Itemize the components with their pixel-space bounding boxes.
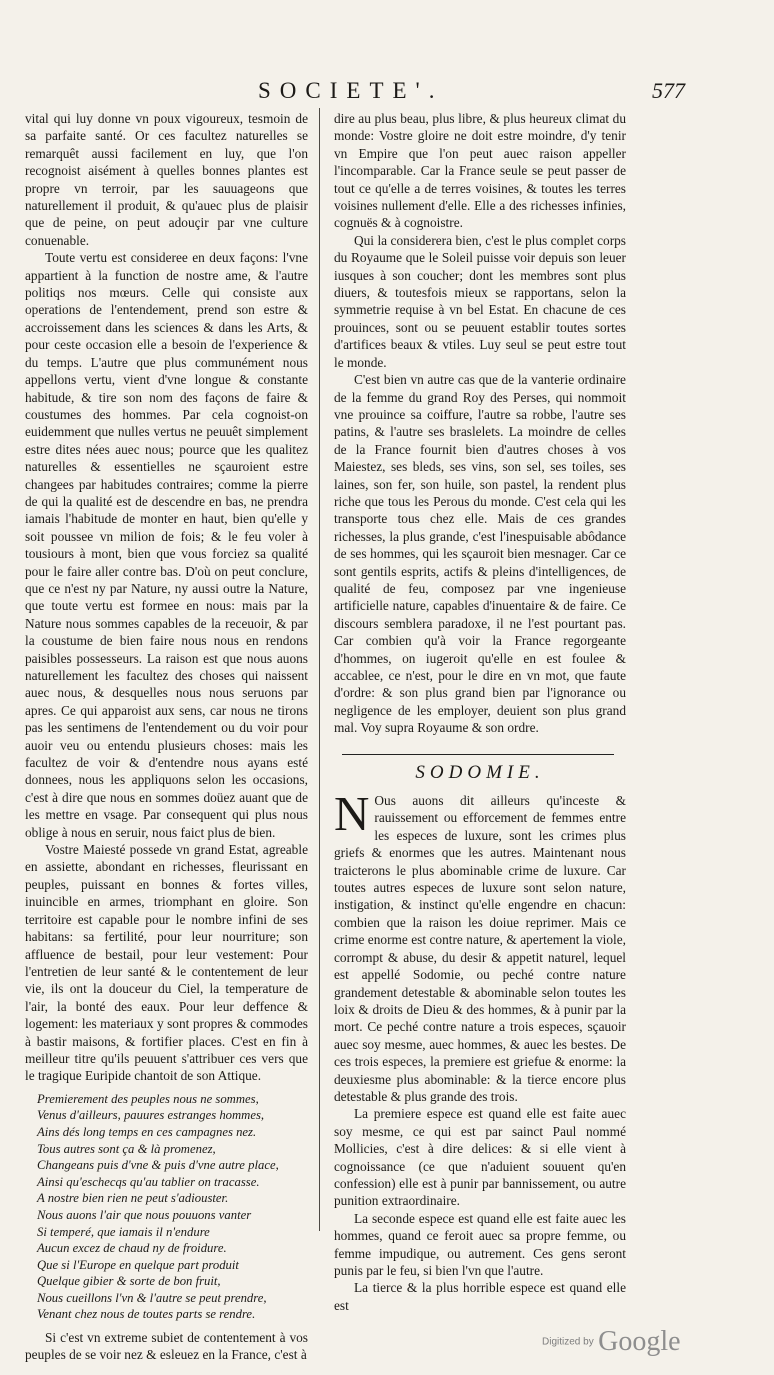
right-paragraph: La premiere espece est quand elle est faite auec soy mesme, ce qui est par sainct Paul nommé Mollicies, c'est à dire delices: & si elle vient à cognoissance (ce que n'aduient souuent qu'en confession) elle est à punir par bannissement, ou autre punition extraordinaire.	[334, 1106, 626, 1209]
verse-line: Si temperé, que iamais il n'endure	[37, 1224, 210, 1239]
page-number: 577	[652, 78, 685, 103]
left-paragraph: vital qui luy donne vn poux vigoureux, tesmoin de sa parfaite santé. Or ces facultez naturelles se remarquêt aussi facilement en luy, que l'on recognoist aisément à quelles bonnes plantes est propre vn terroir, par les sauuageons que naturellement il produit, & qu'auec plus de plaisir que de peine, on peut adouçir par vne culture conuenable.	[25, 111, 308, 248]
drop-cap: N	[334, 786, 370, 842]
verse-line: Premierement des peuples nous ne sommes,	[37, 1091, 259, 1106]
verse-quotation	[37, 1091, 308, 1323]
column-divider	[319, 108, 320, 1231]
sodomie-opening	[334, 786, 626, 1105]
right-paragraph: dire au plus beau, plus libre, & plus heureux climat du monde: Vostre gloire ne doit estre moindre, d'y tenir vn Empire que l'on peut auec raison appeller l'incomparable. Car la France seule se peut passer de tout ce qu'elle a de terres voisines, & toutes les terres voisines nullement d'elle. Elle a des richesses infinies, cognuës & à cognoistre.	[334, 111, 626, 231]
verse-line: Nous auons l'air que nous pouuons vanter	[37, 1207, 252, 1222]
section-title: SODOMIE.	[415, 761, 545, 783]
verse-line: Tous autres sont ça & là promenez,	[37, 1141, 216, 1156]
left-paragraph: Si c'est vn extreme subiet de contentement à vos peuples de se voir nez & esleuez en la France, c'est à	[25, 1330, 308, 1363]
verse-line: Que si l'Europe en quelque part produit	[37, 1257, 239, 1272]
running-head: SOCIETE'.	[258, 78, 444, 103]
right-column	[334, 110, 626, 1314]
right-paragraph: C'est bien vn autre cas que de la vanterie ordinaire de la femme du grand Roy des Perses, qui nommoit vne prouince sa coiffure, l'autre sa robbe, l'autre ses patins, & l'autre ses braslelets. La moindre de celles de la France fournit bien d'autres choses à vos Maiestez, ses bleds, ses vins, son sel, ses toiles, ses laines, son fer, son huile, son pastel, la rendent plus riche que tous les Perous du monde. C'est cela qui les transporte tous chez elle. Mais de ces grandes richesses, la plus grande, c'est l'inespuisable abôdance de ses hommes, qui les sçauroit bien mesnager. Car ce sont gentils esprits, actifs & pleins d'intelligences, de qualité de feu, composez par vne ingenieuse artificielle nature, capables d'inuentaire & de faire. Ce discours semblera paradoxe, il ne l'est pourtant pas. Car combien qu'à voir la France regorgeante d'hommes, on iugeroit qu'elle en est foulee & accablee, ce n'est, pour le dire en vn mot, que faute d'ordre: & son plus grand bien par l'ignorance ou negligence de les employer, deuient son plus grand mal. Voy supra Royaume & son ordre.	[334, 372, 626, 736]
right-paragraph: Ous auons dit ailleurs qu'inceste & rauissement ou efforcement de femmes entre les especes de luxure, sont les crimes plus griefs & enormes que les autres. Maintenant nous traicterons le plus abominable crime de luxure. Car toutes autres especes de luxure sont selon nature, instigation, & instinct qu'elle engendre en chacun: combien que la raison les doiue reprimer. Mais ce crime enorme est contre nature, & apertement la viole, corrompt & abuse, du desir & appetit naturel, lequel est appellé Sodomie, ou peché contre nature grandement detestable & abominable selon toutes les loix & droits de Dieu & des hommes, & à punir par la mort. Ce peché contre nature a trois especes, sçauoir auec soy mesme, auec hommes, & auec les bestes. De ces trois especes, la premiere est griefue & enorme: la deuxiesme plus abominable: & la tierce encore plus detestable & plus grande des trois.	[334, 793, 626, 1104]
digitized-by-label: Digitized by	[542, 1336, 594, 1348]
verse-line: Ainsi qu'eschecqs qu'au tablier on tracasse.	[37, 1174, 260, 1189]
digitization-watermark	[542, 1326, 681, 1358]
verse-line: Quelque gibier & sorte de bon fruit,	[37, 1274, 221, 1289]
verse-line: Ains dés long temps en ces campagnes nez.	[37, 1124, 257, 1139]
left-column	[25, 110, 308, 1364]
left-paragraph: Toute vertu est consideree en deux façons: l'vne appartient à la function de nostre ame, & l'autre politiqs nos mœurs. Celle qui consiste aux operations de l'entendement, prend son estre & accroissement dans les sciences & dans les Arts, & pour ceste occasion elle a besoin de l'experience & du temps. L'autre que plus communément nous appellons vertu, vient d'vne longue & constante habitude, & tire son nom des façons de faire & coustumes des hommes. Par cela cognoist-on euidemment que nulles vertus ne peuuêt simplement estre dites nées auec nous; pource que les qualitez naturelles & essentielles ne sçauroient estre changees par habitudes contraires; comme la pierre de qui la qualité est de descendre en bas, ne prendra iamais l'habitude de monter en haut, bien qu'elle y soit poussee vn milion de fois; & le feu voler à tousiours à mont, bien que vous forciez sa qualité pour le faire aller contre bas. D'où on peut conclure, que ce n'est ny par Nature, ny aussi outre la Nature, que toute vertu est formee en nous: mais par la Nature nous sommes capables de la receuoir, & par la coustume de bien faire nous nous en rendons paisibles possesseurs. La raison est que nous auons naturellement les facultez des choses qui naissent auec nous, & desquelles nous nous seruons par apres. Ce qui apparoist aux sens, car nous ne tirons pas les sentimens de l'entendement ou du voir pour auoir veu ou entendu plusieurs choses: mais les facultez de voir & d'entendre nous ayans esté donnees, nous les appliquons selon les occasions, c'est à dire que nous en sommes doüez auant que de les mettre en vsage. Par consequent qui plus nous oblige à nous en seruir, nous faict plus de bien.	[25, 250, 308, 840]
verse-line: A nostre bien rien ne peut s'adiouster.	[37, 1191, 229, 1206]
verse-line: Changeans puis d'vne & puis d'vne autre place,	[37, 1158, 279, 1173]
verse-line: Venus d'ailleurs, pauures estranges hommes,	[37, 1108, 265, 1123]
verse-line: Aucun excez de chaud ny de froidure.	[37, 1241, 227, 1256]
verse-line: Venant chez nous de toutes parts se rendre.	[37, 1307, 256, 1322]
verse-line: Nous cueillons l'vn & l'autre se peut prendre,	[37, 1290, 267, 1305]
section-rule	[342, 754, 614, 755]
right-paragraph: La tierce & la plus horrible espece est quand elle est	[334, 1280, 626, 1313]
google-brand: Google	[598, 1326, 681, 1357]
page-header	[0, 78, 774, 108]
right-paragraph: La seconde espece est quand elle est faite auec les hommes, quand ce feroit auec sa propre femme, ou femme impudique, ou autrement. Ces gens seront punis par le feu, si bien l'vn que l'autre.	[334, 1210, 626, 1278]
right-paragraph: Qui la considerera bien, c'est le plus complet corps du Royaume que le Soleil puisse voir depuis son leuer iusques à son coucher; dont les membres sont plus diuers, & toutesfois mieux se rapportans, selon la symmetrie requise à vn bel Estat. En chacune de ces prouinces, sont ou se peuuent establir toutes sortes d'artifices beaux & vtiles. Luy seul se peut estre tout le monde.	[334, 232, 626, 370]
left-paragraph: Vostre Maiesté possede vn grand Estat, agreable en assiette, abondant en richesses, fleurissant en peuples, puissant en bonnes & fortes villes, inuincible en armes, triomphant en gloire. Son territoire est capable pour le nombre infini de ses habitans: sa fertilité, pour leur nourriture; son affluence de bestail, pour leur vestement: Pour l'entretien de leur santé & le contentement de leur vie, ils ont la douceur du Ciel, la temperature de l'air, la bonté des eaux. Pour leur deffence & logement: les materiaux y sont propres & commodes à bastir maisons, & fortifier places. C'est en fin à meilleur titre qu'ils peuuent s'attribuer ces vers que le tragique Euripide chantoit de son Attique.	[25, 842, 308, 1084]
